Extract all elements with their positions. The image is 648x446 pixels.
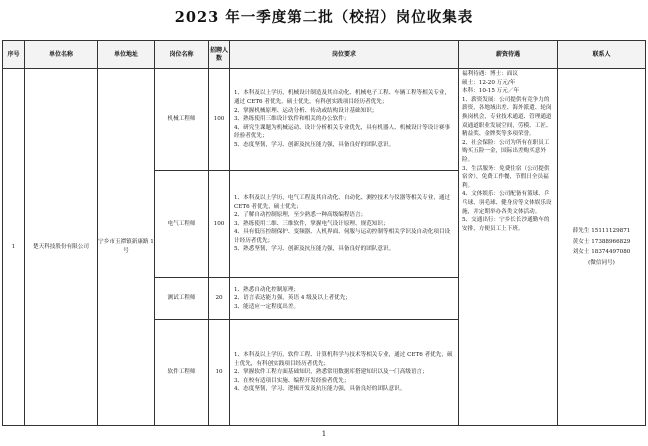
position-name: 电气工程师 — [155, 171, 209, 278]
position-requirements — [230, 69, 459, 171]
position-name: 测试工程师 — [155, 278, 209, 320]
benefit-line: 5、交通出行：宁乡长长沙通勤车的安排，方便员工上下班。 — [462, 217, 550, 232]
benefit-line: 福利待遇：博士：面议 — [462, 71, 518, 77]
position-count: 20 — [209, 278, 230, 320]
contact-line: 刘女士 18374497080 — [572, 249, 631, 255]
requirement-line: 2、了解自动控制原理，至少熟悉一种高级编程语言； — [234, 212, 367, 219]
header-address: 单位地址 — [98, 41, 155, 69]
requirement-line: 1、熟悉自动化控制原理； — [234, 286, 300, 293]
requirement-line: 2、掌握机械原理、运动分析、传动或结构设计基础知识； — [234, 107, 378, 114]
requirement-line: 1、本科及以上学历，软件工程、计算机科学与技术等相关专业，通过 CET6 者优先，硕士优先，有科创实践项目经历者优先； — [234, 352, 453, 367]
page-number: 1 — [321, 430, 327, 438]
header-contact: 联系人 — [558, 41, 646, 69]
position-requirements — [230, 320, 459, 426]
requirement-line: 4、态度坚韧，学习、逻辑开发及抗压能力强，具备良好的团队意识。 — [234, 386, 406, 393]
company-address: 宁乡市玉潭镇新康路 1 号 — [98, 69, 155, 426]
header-no: 序号 — [3, 41, 25, 69]
benefit-line: 2、社会保险：公司为所有在职员工购买五险一金，国际出差购买意外险。 — [462, 139, 550, 163]
requirement-line: 3、熟练使用二维、三维软件，掌握电气设计原理、规范知识； — [234, 220, 389, 227]
header-benefits: 薪资待遇 — [459, 41, 558, 69]
position-count: 100 — [209, 171, 230, 278]
benefit-line: 4、文体娱乐：公司配备有篮球、乒乓球、羽毛球、健身房等文体娱乐设施，并定期举办各类文体活动。 — [462, 191, 552, 215]
contact-cell — [558, 69, 646, 426]
position-requirements — [230, 278, 459, 320]
benefit-line: 1、薪资发展：公司提供有竞争力的薪资，各地域出差、海外派遣、轮岗换岗机会，专业技术通道、管理通道双通道职业发展空间，劳模、工匠、精益奖、金牌奖等多项荣誉。 — [462, 96, 552, 138]
header-company: 单位名称 — [25, 41, 98, 69]
position-name: 软件工程师 — [155, 320, 209, 426]
position-name: 机械工程师 — [155, 69, 209, 171]
requirement-line: 1、本科及以上学历，电气工程及其自动化、自动化、测控技术与仪器等相关专业，通过 CET6 者优先，硕士优先； — [234, 194, 451, 210]
page-title: 2023 年一季度第二批（校招）岗位收集表 — [174, 9, 474, 26]
benefits-cell — [459, 69, 558, 426]
requirement-line: 3、在校有适项目实施、编程开发经验者优先； — [234, 377, 350, 384]
requirement-line: 4、具有低压控制保护、变频器、人机界面、伺服与运动控制等相关学识及自动化项目设计经历者优先； — [234, 229, 451, 244]
position-count: 100 — [209, 69, 230, 171]
row-number: 1 — [3, 69, 25, 426]
contact-line: 黄女士 17388966829 — [572, 238, 631, 245]
header-position: 岗位名称 — [155, 41, 209, 69]
benefit-line: 本科：10-15 万元／年 — [462, 88, 520, 95]
table-row — [3, 69, 646, 171]
header-row — [3, 41, 646, 69]
benefit-line: 硕士：12-20 万元/年 — [462, 79, 516, 86]
requirement-line: 4、研究生课题为机械运动、设计分析相关专业优先，具有机器人、机械设计等设计赛事经验者优先； — [234, 124, 451, 140]
requirement-line: 3、熟练使用三维设计软件和相关的办公软件； — [234, 116, 350, 123]
header-count: 招聘人数 — [209, 41, 230, 69]
requirement-line: 2、掌握软件工程方面基础知识，熟悉常用数据库搭建知识以及一门高级语言； — [234, 369, 428, 376]
benefit-line: 3、生活服务：免费住宿（公司提供宿舍），免费工作餐，节假日全员福利。 — [462, 165, 550, 189]
company-name: 楚天科技股份有限公司 — [25, 69, 98, 426]
job-table — [2, 40, 645, 425]
requirement-line: 5、熟悉坚韧，学习、创新及抗压能力强，具备良好的团队意识。 — [234, 246, 395, 253]
requirement-line: 1、本科及以上学历，机械设计制造及其自动化、机械电子工程、车辆工程等相关专业，通过 CET6 者优先，硕士优先，有科创实践项目经历者优先； — [234, 90, 451, 106]
position-requirements — [230, 171, 459, 278]
contact-line: (微信同号) — [588, 259, 615, 266]
position-count: 10 — [209, 320, 230, 426]
contact-line: 薛先生 15111129871 — [572, 228, 631, 234]
header-requirements: 岗位要求 — [230, 41, 459, 69]
requirement-line: 3、能适应一定程度出差。 — [234, 303, 300, 310]
requirement-line: 5、态度坚韧，学习、创新及抗压能力强，具备良好的团队意识。 — [234, 141, 395, 148]
requirement-line: 2、语言表达能力强，英语 4 级及以上者优先； — [234, 295, 351, 302]
